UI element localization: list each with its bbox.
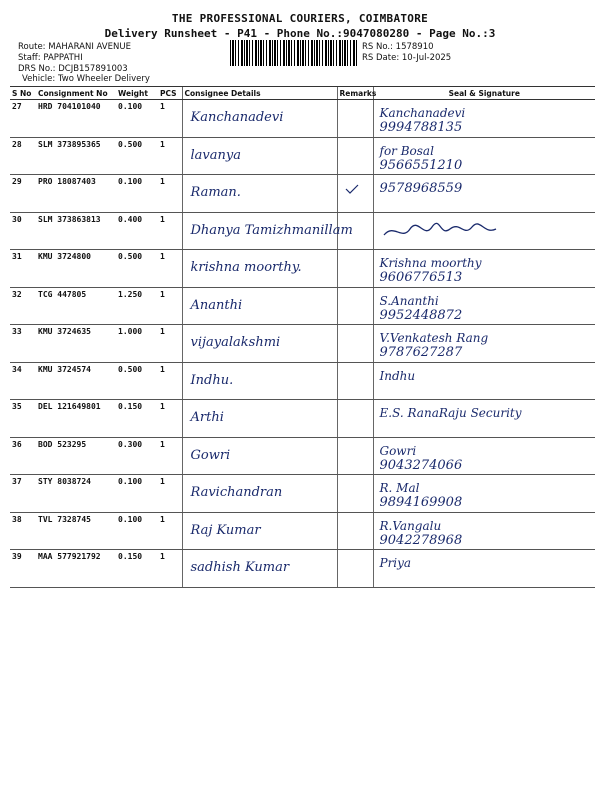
consignment-cell: TCG 447805 bbox=[36, 287, 116, 325]
consignee-name: Ananthi bbox=[190, 297, 243, 313]
consignee-name: lavanya bbox=[190, 147, 241, 163]
runsheet-table bbox=[10, 86, 595, 588]
remarks-cell bbox=[337, 100, 373, 138]
consignment-cell: SLM 373863813 bbox=[36, 212, 116, 250]
sno-cell: 38 bbox=[10, 512, 36, 550]
pcs-cell: 1 bbox=[158, 175, 182, 213]
signature-cell bbox=[373, 325, 595, 363]
consignee-name: Arthi bbox=[190, 410, 224, 425]
table-row bbox=[10, 325, 595, 363]
consignee-name: Indhu. bbox=[190, 372, 234, 388]
sno-cell: 34 bbox=[10, 362, 36, 400]
remarks-cell bbox=[337, 362, 373, 400]
signature-phone: 9952448872 bbox=[379, 307, 463, 323]
signature-name: Indhu bbox=[379, 368, 416, 383]
signature-cell bbox=[373, 100, 595, 138]
signature-cell bbox=[373, 362, 595, 400]
sno-cell: 31 bbox=[10, 250, 36, 288]
table-row bbox=[10, 437, 595, 475]
check-mark-icon bbox=[344, 183, 360, 195]
pcs-cell: 1 bbox=[158, 250, 182, 288]
pcs-cell: 1 bbox=[158, 362, 182, 400]
signature-name: R.Vangalu bbox=[379, 518, 442, 533]
sno-cell: 29 bbox=[10, 175, 36, 213]
consignment-cell: STY 8038724 bbox=[36, 475, 116, 513]
signature-phone: 9787627287 bbox=[379, 345, 463, 360]
header-remarks: Remarks bbox=[337, 87, 373, 100]
weight-cell: 0.100 bbox=[116, 100, 158, 138]
signature-cell bbox=[373, 475, 595, 513]
consignee-name: vijayalakshmi bbox=[190, 335, 281, 350]
consignee-cell bbox=[182, 250, 337, 288]
signature-scribble bbox=[380, 219, 500, 243]
rs-date: RS Date: 10-Jul-2025 bbox=[362, 53, 452, 63]
sno-cell: 36 bbox=[10, 437, 36, 475]
header-weight: Weight bbox=[116, 87, 158, 100]
table-row bbox=[10, 475, 595, 513]
rs-number: RS No.: 1578910 bbox=[362, 42, 434, 52]
consignee-name: sadhish Kumar bbox=[190, 560, 290, 575]
remarks-cell bbox=[337, 287, 373, 325]
signature-cell bbox=[373, 400, 595, 438]
pcs-cell: 1 bbox=[158, 475, 182, 513]
table-header-row bbox=[10, 87, 595, 100]
consignment-cell: DEL 121649801 bbox=[36, 400, 116, 438]
weight-cell: 0.500 bbox=[116, 250, 158, 288]
weight-cell: 1.000 bbox=[116, 325, 158, 363]
route-label: Route: MAHARANI AVENUE bbox=[18, 42, 131, 52]
consignee-cell bbox=[182, 512, 337, 550]
signature-name: V.Venkatesh Rang bbox=[379, 331, 489, 345]
header-pcs: PCS bbox=[158, 87, 182, 100]
weight-cell: 0.500 bbox=[116, 362, 158, 400]
barcode-image bbox=[230, 40, 358, 66]
consignment-cell: MAA 577921792 bbox=[36, 550, 116, 588]
weight-cell: 0.150 bbox=[116, 550, 158, 588]
consignment-cell: KMU 3724574 bbox=[36, 362, 116, 400]
signature-phone: 9566551210 bbox=[379, 157, 463, 173]
drs-number: DRS No.: DCJB157891003 bbox=[18, 64, 128, 74]
remarks-cell bbox=[337, 137, 373, 175]
signature-phone: 9606776513 bbox=[379, 270, 463, 285]
consignment-cell: HRD 704101040 bbox=[36, 100, 116, 138]
consignee-cell bbox=[182, 287, 337, 325]
consignee-name: Raj Kumar bbox=[190, 522, 261, 538]
consignment-cell: KMU 3724800 bbox=[36, 250, 116, 288]
consignee-name: Dhanya Tamizhmanillam bbox=[190, 222, 353, 238]
pcs-cell: 1 bbox=[158, 512, 182, 550]
remarks-cell bbox=[337, 550, 373, 588]
signature-phone: 9578968559 bbox=[379, 181, 463, 196]
signature-cell bbox=[373, 512, 595, 550]
header-consignee: Consignee Details bbox=[182, 87, 337, 100]
signature-name: S.Ananthi bbox=[379, 293, 439, 308]
header-sno: S No bbox=[10, 87, 36, 100]
weight-cell: 0.100 bbox=[116, 512, 158, 550]
pcs-cell: 1 bbox=[158, 287, 182, 325]
consignment-cell: KMU 3724635 bbox=[36, 325, 116, 363]
pcs-cell: 1 bbox=[158, 137, 182, 175]
sno-cell: 28 bbox=[10, 137, 36, 175]
signature-phone: 9894169908 bbox=[379, 495, 463, 510]
signature-cell bbox=[373, 550, 595, 588]
signature-name: E.S. RanaRaju Security bbox=[379, 406, 522, 420]
table-row bbox=[10, 512, 595, 550]
remarks-cell bbox=[337, 512, 373, 550]
signature-name: Gowri bbox=[379, 443, 417, 458]
header-consignment: Consignment No bbox=[36, 87, 116, 100]
signature-cell bbox=[373, 437, 595, 475]
pcs-cell: 1 bbox=[158, 325, 182, 363]
signature-cell bbox=[373, 287, 595, 325]
pcs-cell: 1 bbox=[158, 400, 182, 438]
signature-cell bbox=[373, 212, 595, 250]
weight-cell: 0.100 bbox=[116, 175, 158, 213]
consignee-name: Kanchanadevi bbox=[190, 110, 284, 125]
signature-name: for Bosal bbox=[379, 143, 434, 158]
sno-cell: 33 bbox=[10, 325, 36, 363]
remarks-cell bbox=[337, 437, 373, 475]
vehicle-label: Vehicle: Two Wheeler Delivery bbox=[22, 74, 150, 84]
table-row bbox=[10, 250, 595, 288]
table-row bbox=[10, 550, 595, 588]
table-row bbox=[10, 362, 595, 400]
consignee-cell bbox=[182, 475, 337, 513]
signature-phone: 9994788135 bbox=[379, 120, 463, 135]
consignment-cell: PRO 18087403 bbox=[36, 175, 116, 213]
sno-cell: 37 bbox=[10, 475, 36, 513]
signature-name: Kanchanadevi bbox=[379, 106, 466, 120]
pcs-cell: 1 bbox=[158, 212, 182, 250]
consignee-cell bbox=[182, 100, 337, 138]
signature-name: Priya bbox=[379, 556, 412, 570]
signature-cell bbox=[373, 175, 595, 213]
company-title: THE PROFESSIONAL COURIERS, COIMBATORE bbox=[171, 12, 429, 25]
signature-cell bbox=[373, 250, 595, 288]
pcs-cell: 1 bbox=[158, 437, 182, 475]
consignment-cell: SLM 373895365 bbox=[36, 137, 116, 175]
signature-name: Krishna moorthy bbox=[379, 256, 482, 270]
consignee-cell bbox=[182, 550, 337, 588]
remarks-cell bbox=[337, 475, 373, 513]
consignee-cell bbox=[182, 325, 337, 363]
weight-cell: 0.150 bbox=[116, 400, 158, 438]
remarks-cell bbox=[337, 175, 373, 213]
table-row bbox=[10, 175, 595, 213]
sno-cell: 39 bbox=[10, 550, 36, 588]
weight-cell: 0.500 bbox=[116, 137, 158, 175]
table-row bbox=[10, 287, 595, 325]
signature-phone: 9042278968 bbox=[379, 532, 463, 548]
remarks-cell bbox=[337, 325, 373, 363]
staff-label: Staff: PAPPATHI bbox=[18, 53, 83, 63]
consignee-name: Ravichandran bbox=[190, 485, 283, 500]
consignee-cell bbox=[182, 137, 337, 175]
table-row bbox=[10, 400, 595, 438]
table-row bbox=[10, 137, 595, 175]
pcs-cell: 1 bbox=[158, 550, 182, 588]
consignee-cell bbox=[182, 212, 353, 250]
signature-name: R. Mal bbox=[379, 481, 420, 495]
sno-cell: 32 bbox=[10, 287, 36, 325]
remarks-cell bbox=[337, 250, 373, 288]
weight-cell: 1.250 bbox=[116, 287, 158, 325]
pcs-cell: 1 bbox=[158, 100, 182, 138]
consignee-cell bbox=[182, 175, 337, 213]
sno-cell: 30 bbox=[10, 212, 36, 250]
consignee-cell bbox=[182, 400, 337, 438]
table-row bbox=[10, 212, 595, 250]
remarks-cell bbox=[337, 212, 373, 250]
sno-cell: 27 bbox=[10, 100, 36, 138]
consignee-name: Gowri bbox=[190, 447, 231, 463]
weight-cell: 0.400 bbox=[116, 212, 158, 250]
runsheet-title: Delivery Runsheet - P41 - Phone No.:9047080280 - Page No.:3 bbox=[104, 27, 496, 40]
weight-cell: 0.300 bbox=[116, 437, 158, 475]
consignee-name: Raman. bbox=[190, 185, 241, 200]
consignee-cell bbox=[182, 437, 337, 475]
consignment-cell: TVL 7328745 bbox=[36, 512, 116, 550]
weight-cell: 0.100 bbox=[116, 475, 158, 513]
header-seal: Seal & Signature bbox=[373, 87, 595, 100]
signature-phone: 9043274066 bbox=[379, 457, 463, 473]
sno-cell: 35 bbox=[10, 400, 36, 438]
table-row bbox=[10, 100, 595, 138]
remarks-cell bbox=[337, 400, 373, 438]
consignee-cell bbox=[182, 362, 337, 400]
signature-cell bbox=[373, 137, 595, 175]
consignee-name: krishna moorthy. bbox=[190, 260, 302, 275]
consignment-cell: BOD 523295 bbox=[36, 437, 116, 475]
